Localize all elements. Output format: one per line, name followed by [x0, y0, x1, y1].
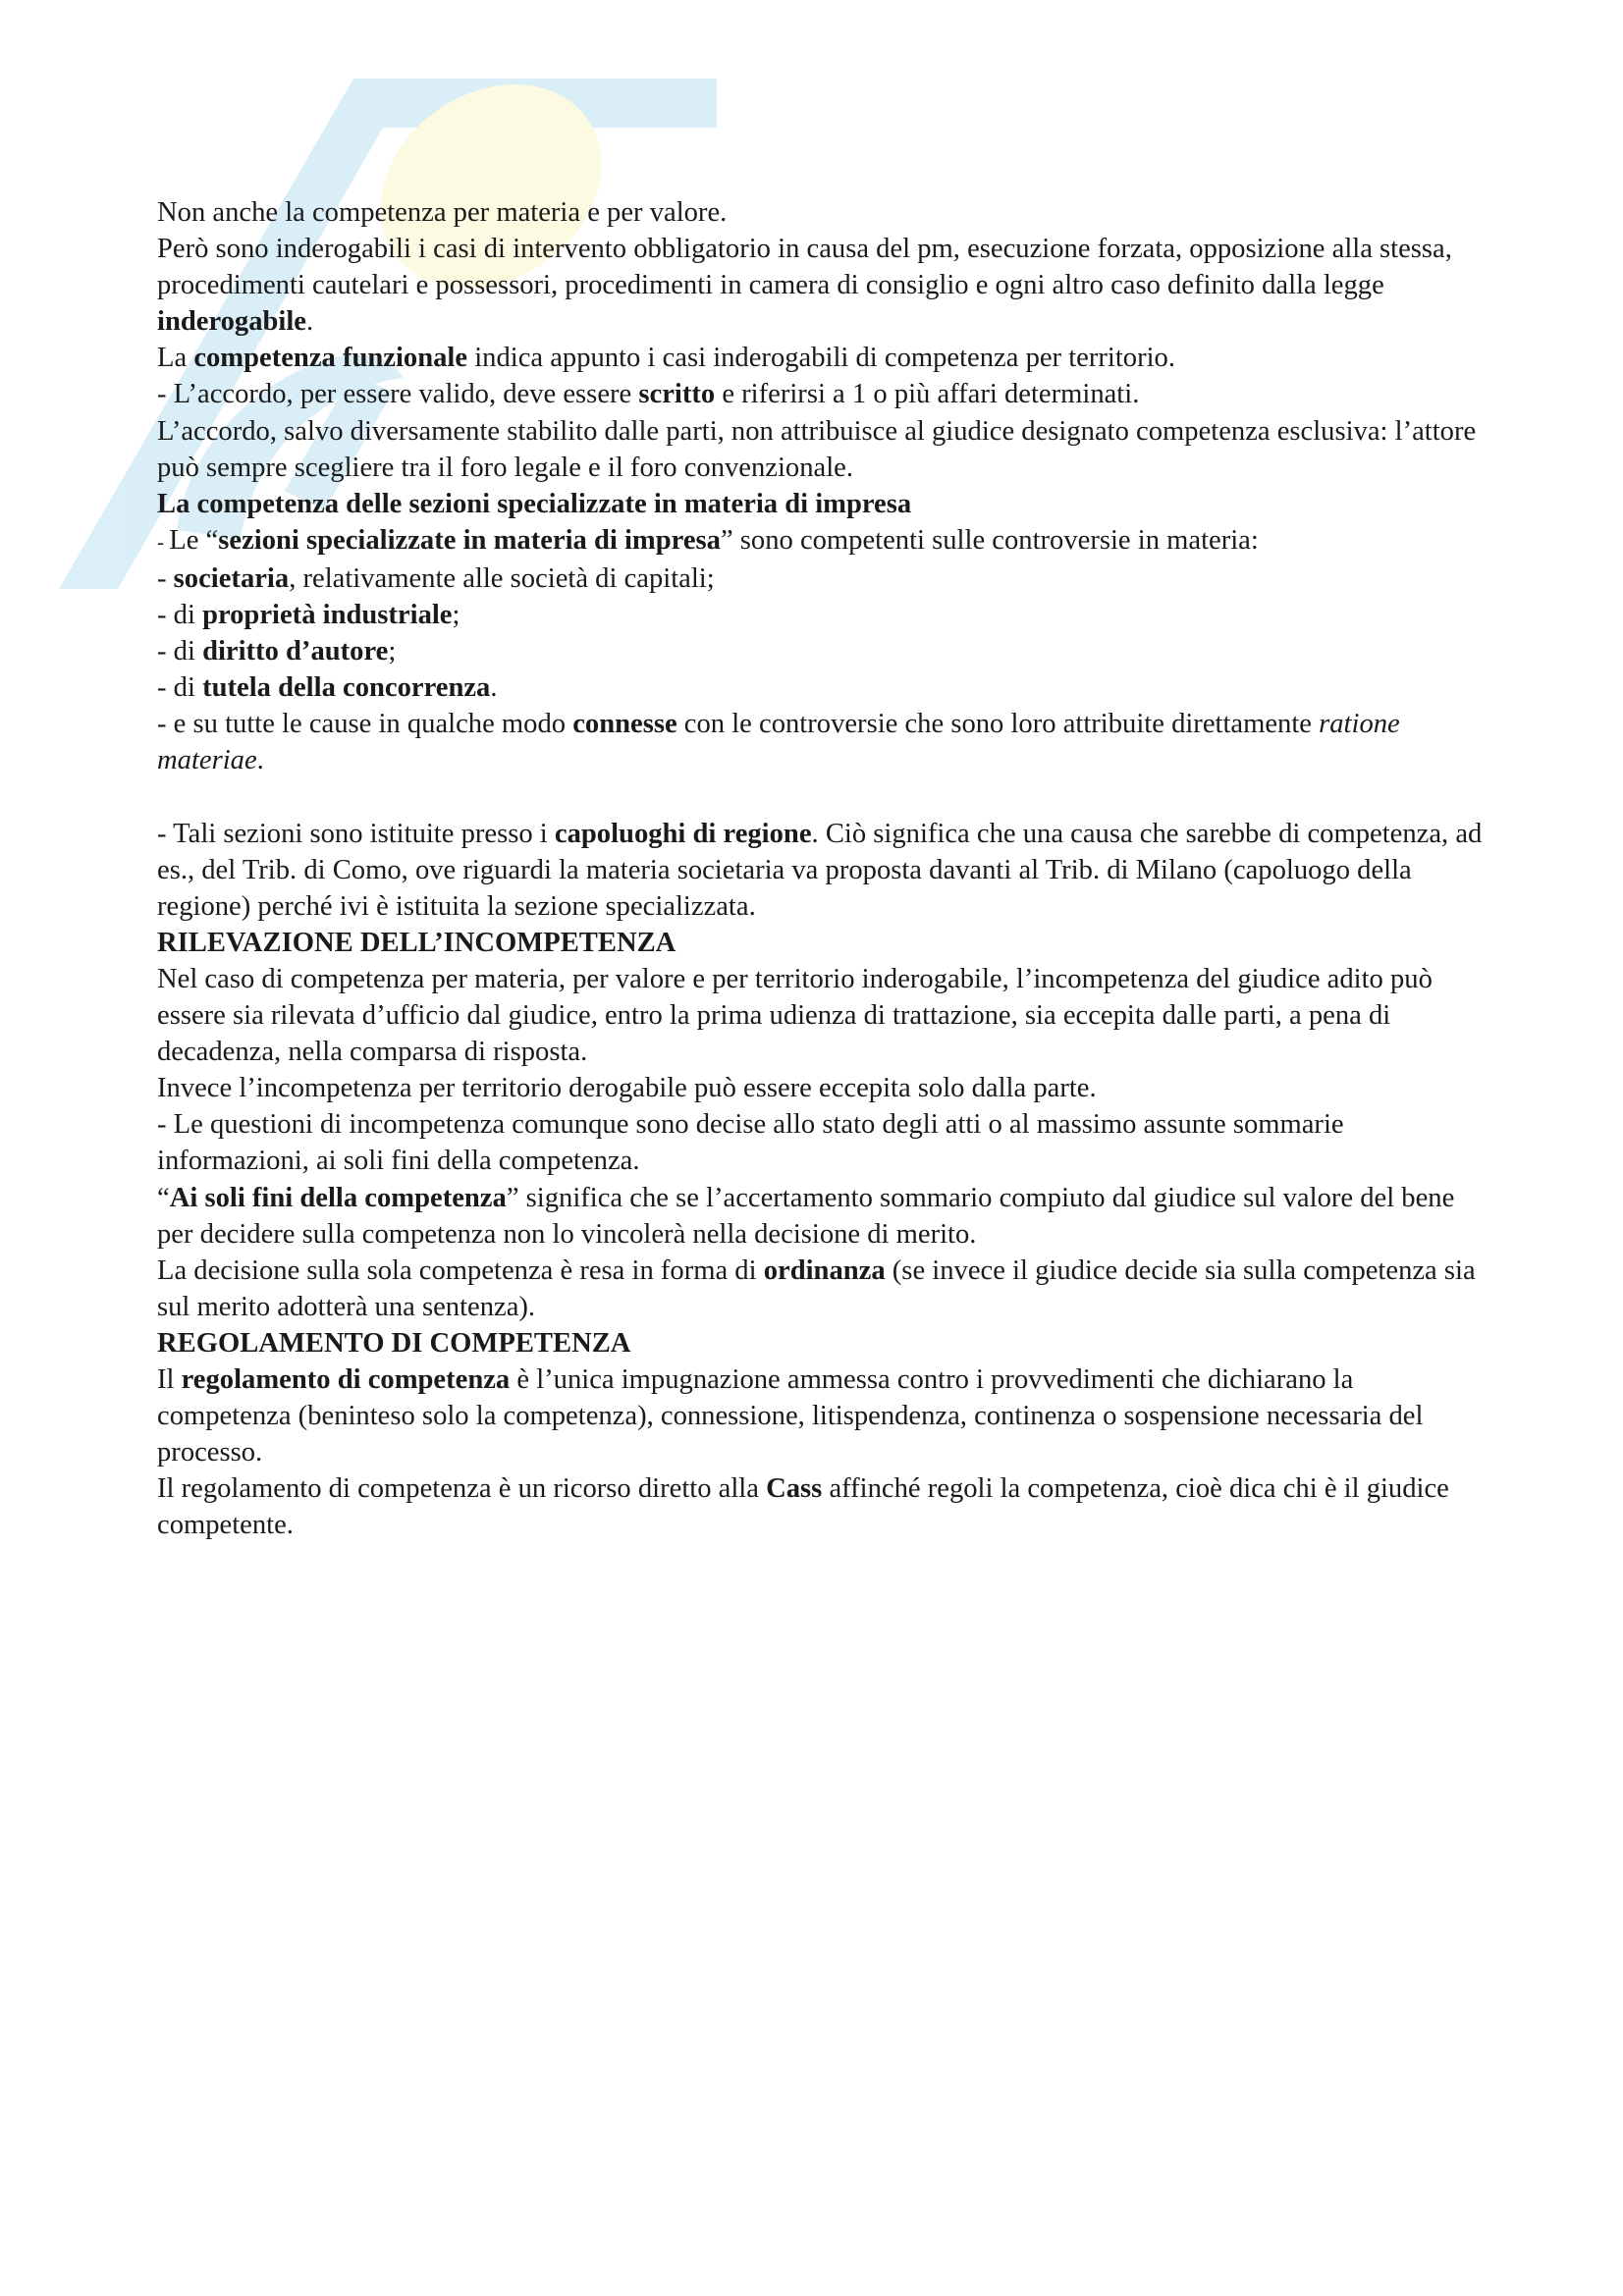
bold-term: inderogabile	[157, 306, 306, 338]
text-run: - e su tutte le cause in qualche modo	[157, 709, 573, 740]
paragraph	[157, 561, 1492, 597]
paragraph	[157, 961, 1492, 1070]
blank-line	[157, 779, 1492, 816]
text-run: .	[256, 745, 264, 776]
paragraph	[157, 1362, 1492, 1470]
paragraph	[157, 633, 1492, 669]
text-run: .	[306, 306, 314, 338]
text-run: Però sono inderogabili i casi di intervento obbligatorio in causa del pm, esecuzione forzata, opposizione alla stessa, procedimenti cautelari e possessori, procedimenti in camera di consiglio e ogni altro caso definito dalla legge	[157, 234, 1452, 301]
paragraph	[157, 669, 1492, 706]
document-page	[157, 194, 1492, 1543]
bold-term: competenza funzionale	[193, 343, 468, 374]
bold-term: capoluoghi di regione	[554, 818, 812, 849]
text-run: Invece l’incompetenza per territorio derogabile può essere eccepita solo dalla parte.	[157, 1073, 1097, 1104]
text-run: Nel caso di competenza per materia, per valore e per territorio inderogabile, l’incompetenza del giudice adito può essere sia rilevata d’ufficio dal giudice, entro la prima udienza di trattazione, sia eccepita dalle parti, a pena di decadenza, nella comparsa di risposta.	[157, 963, 1433, 1068]
text-run: Il regolamento di competenza è un ricorso diretto alla	[157, 1473, 767, 1505]
text-run: Non anche la competenza per materia e per valore.	[157, 197, 728, 228]
text-run: ” significa che se l’accertamento sommario compiuto dal giudice sul valore del bene per decidere sulla competenza non lo vincolerà nella decisione di merito.	[157, 1182, 1455, 1250]
text-run: Le “	[169, 524, 219, 556]
italic-term: ratione materiae	[157, 709, 1400, 776]
bold-term: diritto d’autore	[202, 636, 389, 667]
text-run: Il	[157, 1364, 182, 1395]
text-run: La decisione sulla sola competenza è resa in forma di	[157, 1255, 764, 1286]
bold-term: sezioni specializzate in materia di impresa	[218, 524, 721, 556]
section-heading	[157, 1325, 1492, 1362]
text-run: . Ciò significa che una causa che sarebbe di competenza, ad es., del Trib. di Como, ove riguardi la materia societaria va proposta davanti al Trib. di Milano (capoluogo della regione) perché ivi è istituita la sezione specializzata.	[157, 818, 1483, 922]
text-run: ;	[388, 636, 397, 667]
paragraph	[157, 706, 1492, 778]
text-run: La	[157, 343, 194, 374]
bold-term: proprietà industriale	[202, 600, 453, 631]
text-run: - di	[157, 636, 203, 667]
paragraph	[157, 413, 1492, 486]
bold-term: societaria	[173, 562, 290, 594]
text-run: REGOLAMENTO DI COMPETENZA	[157, 1327, 631, 1359]
text-run: e riferirsi a 1 o più affari determinati.	[715, 379, 1140, 410]
section-heading	[157, 925, 1492, 961]
text-run: , relativamente alle società di capitali;	[289, 562, 715, 594]
text-run: - L’accordo, per essere valido, deve essere	[157, 379, 639, 410]
text-run: La competenza delle sezioni specializzate in materia di impresa	[157, 488, 912, 519]
text-run: - Le questioni di incompetenza comunque sono decise allo stato degli atti o al massimo assunte sommarie informazioni, ai soli fini della competenza.	[157, 1109, 1344, 1177]
text-run: -	[157, 562, 174, 594]
text-run: .	[490, 672, 498, 704]
paragraph	[157, 1253, 1492, 1325]
paragraph	[157, 340, 1492, 376]
paragraph	[157, 522, 1492, 561]
text-run: affinché regoli la competenza, cioè dica chi è il giudice competente.	[157, 1473, 1449, 1541]
bold-term: scritto	[638, 379, 716, 410]
paragraph	[157, 194, 1492, 231]
text-run: con le controversie che sono loro attribuite direttamente	[676, 709, 1320, 740]
bold-term: Cass	[766, 1473, 823, 1505]
paragraph	[157, 376, 1492, 412]
text-run: -	[157, 529, 170, 554]
text-run: RILEVAZIONE DELL’INCOMPETENZA	[157, 927, 676, 958]
bold-term: Ai soli fini della competenza	[169, 1182, 507, 1213]
paragraph	[157, 1470, 1492, 1543]
bold-term: regolamento di competenza	[181, 1364, 511, 1395]
text-run: - di	[157, 600, 203, 631]
text-run: (se invece il giudice decide sia sulla competenza sia sul merito adotterà una sentenza).	[157, 1255, 1476, 1322]
paragraph	[157, 231, 1492, 340]
section-heading	[157, 486, 1492, 522]
bold-term: ordinanza	[763, 1255, 886, 1286]
paragraph	[157, 597, 1492, 633]
text-run: ;	[452, 600, 460, 631]
paragraph	[157, 1106, 1492, 1179]
text-run: ” sono competenti sulle controversie in materia:	[720, 524, 1259, 556]
text-run: è l’unica impugnazione ammessa contro i provvedimenti che dichiarano la competenza (beninteso solo la competenza), connessione, litispendenza, continenza o sospensione necessaria del processo.	[157, 1364, 1424, 1468]
text-run: - di	[157, 672, 203, 704]
paragraph	[157, 816, 1492, 925]
text-run: indica appunto i casi inderogabili di competenza per territorio.	[467, 343, 1176, 374]
bold-term: tutela della concorrenza	[202, 672, 491, 704]
paragraph	[157, 1070, 1492, 1106]
text-run: L’accordo, salvo diversamente stabilito dalle parti, non attribuisce al giudice designato competenza esclusiva: l’attore può sempre scegliere tra il foro legale e il foro convenzionale.	[157, 415, 1477, 483]
paragraph	[157, 1180, 1492, 1253]
text-run: - Tali sezioni sono istituite presso i	[157, 818, 555, 849]
bold-term: connesse	[572, 709, 677, 740]
text-run: “	[157, 1182, 170, 1213]
